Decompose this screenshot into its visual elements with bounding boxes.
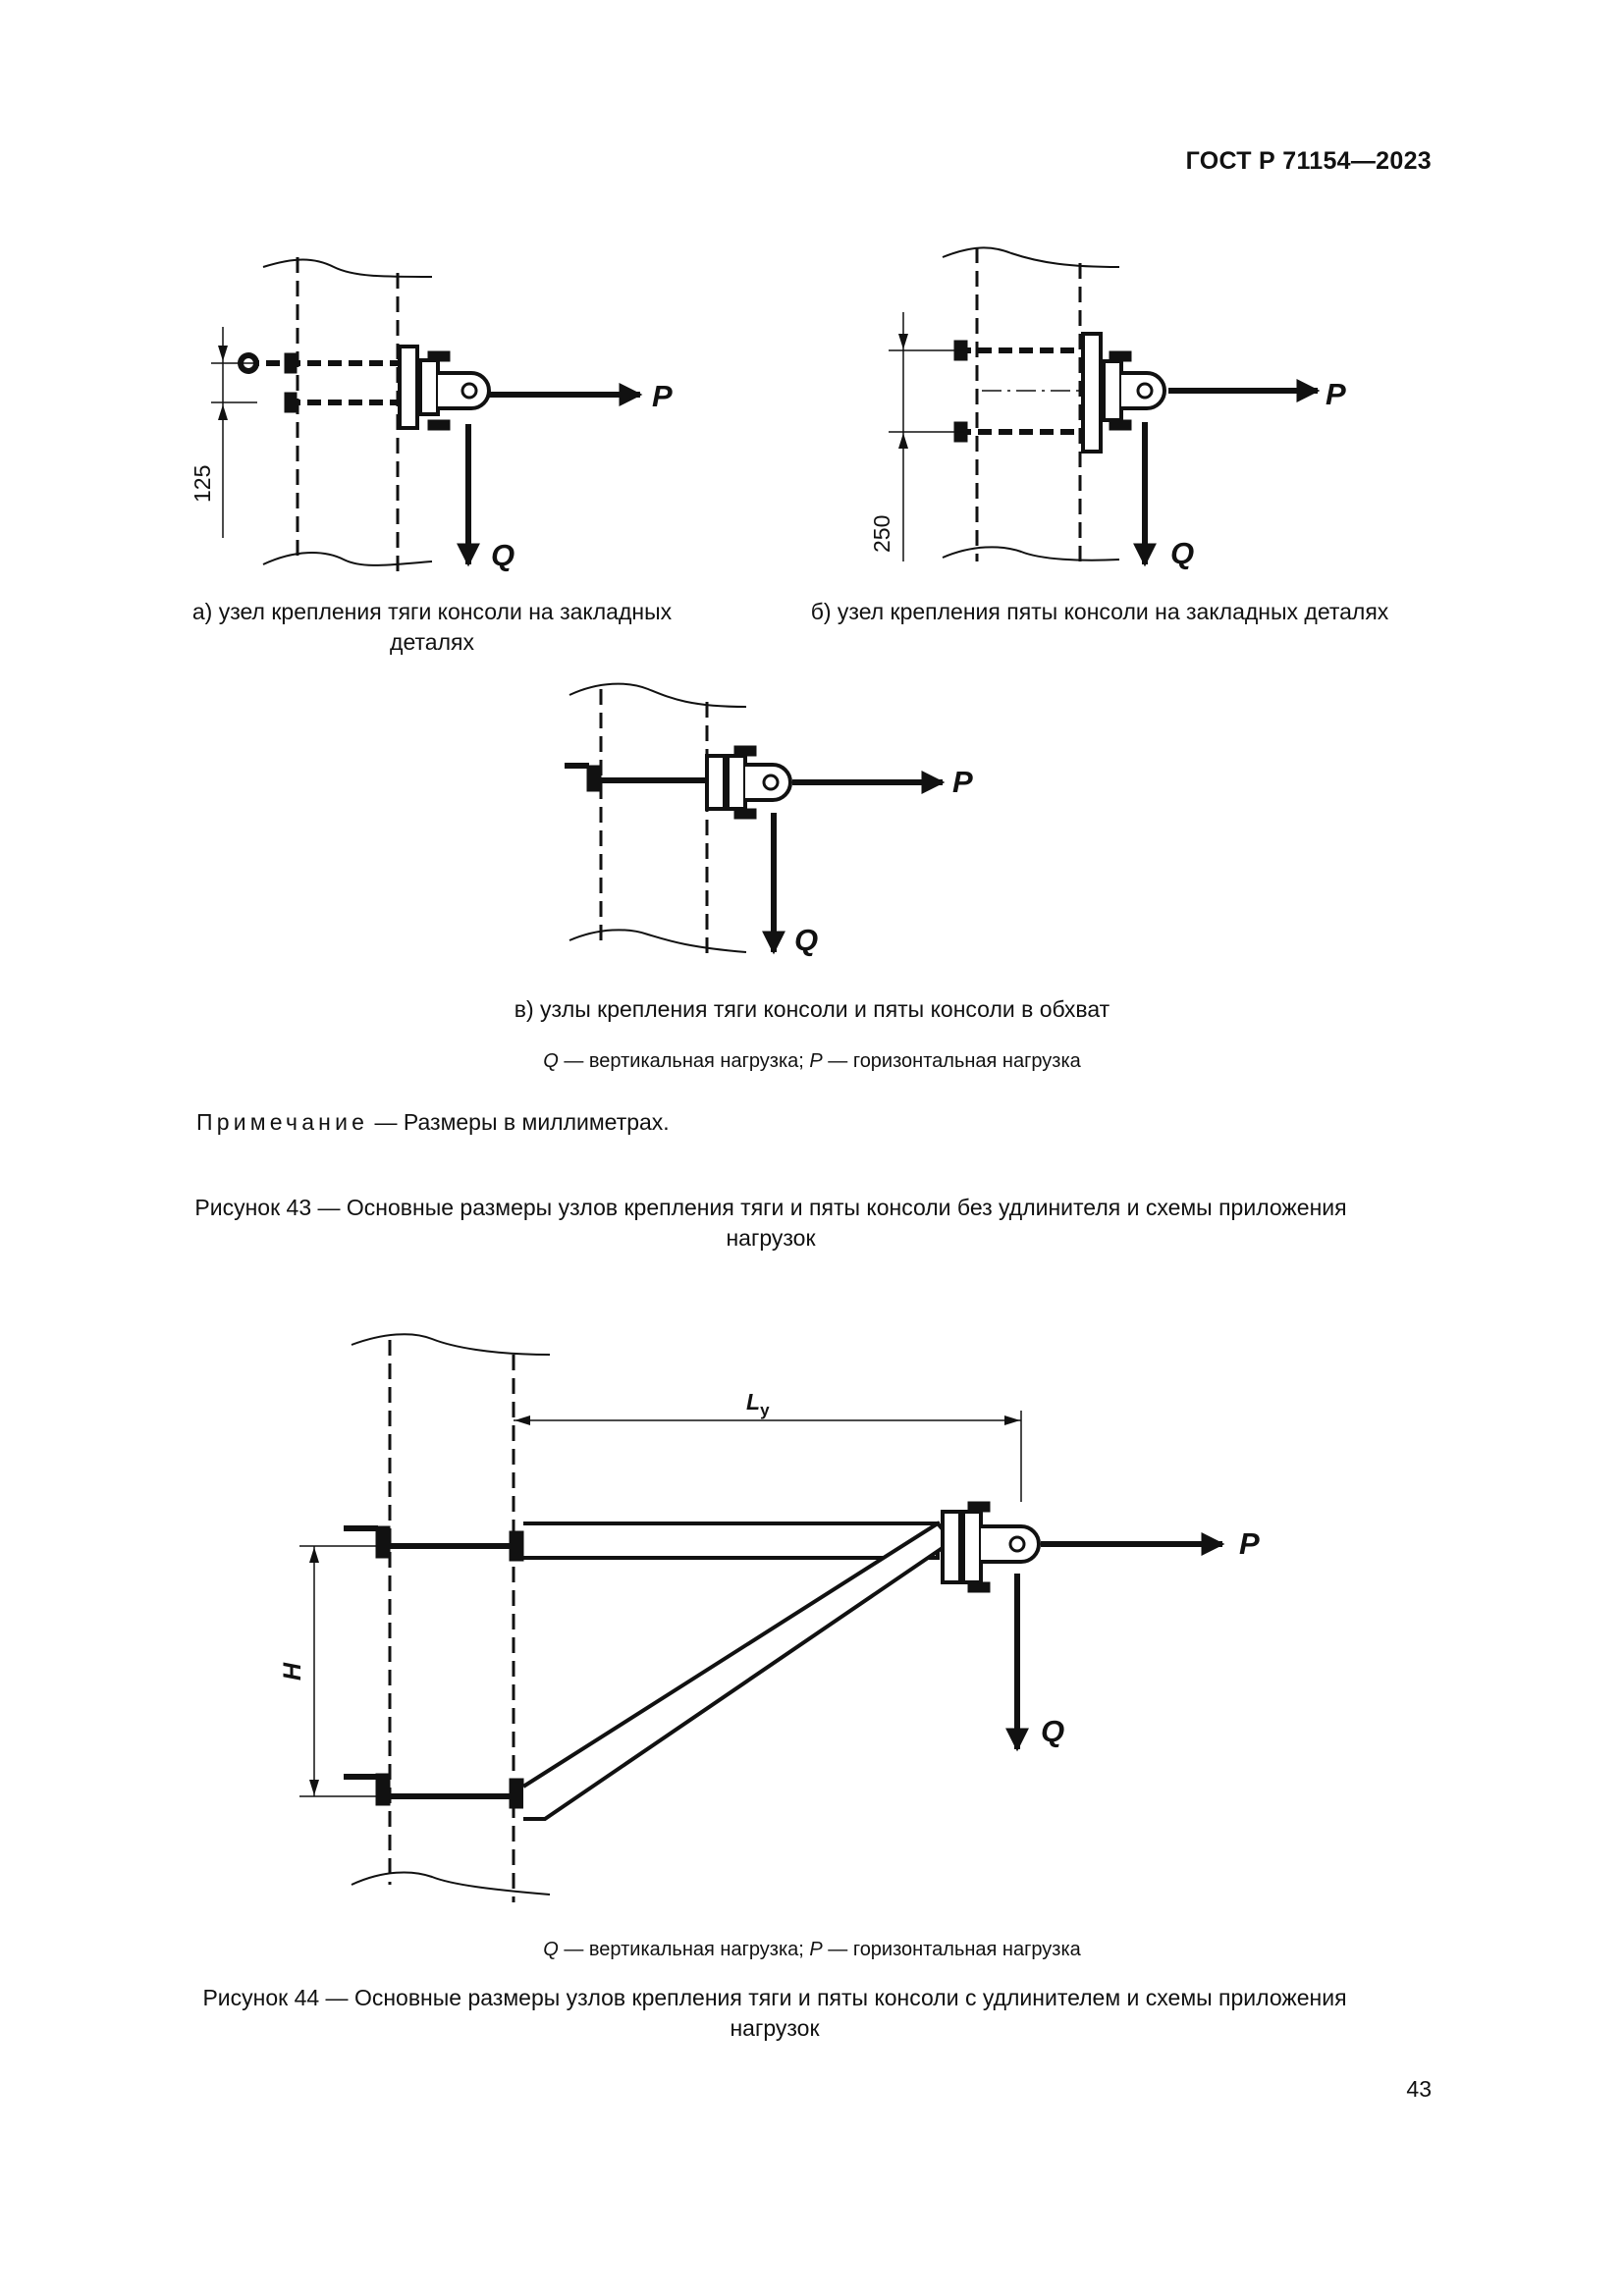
caption-43a-line1: а) узел крепления тяги консоли на закладных [191, 599, 673, 624]
load-q-label-43b: Q [1170, 536, 1195, 570]
load-p-label-43c: P [952, 765, 973, 799]
load-q-label-44: Q [1041, 1714, 1065, 1748]
dimension-125-label: 125 [189, 464, 215, 503]
figure-43b-drawing [889, 247, 1318, 567]
figure-43c-drawing [565, 684, 943, 954]
legend-44-p-symbol: P [809, 1939, 823, 1960]
figure-44-title [0, 1983, 1549, 2044]
dimension-250-label: 250 [869, 514, 894, 553]
figure-43-title-line1: Рисунок 43 — Основные размеры узлов крепления тяги и пяты консоли без удлинителя и схемы приложения [194, 1195, 1347, 1220]
legend-43-p-text: — горизонтальная нагрузка [822, 1050, 1081, 1072]
figure-44-title-line1: Рисунок 44 — Основные размеры узлов крепления тяги и пяты консоли с удлинителем и схемы приложения [202, 1985, 1347, 2010]
dimension-length-label [746, 1389, 770, 1419]
legend-43-q-text: — вертикальная нагрузка; [558, 1050, 810, 1072]
legend-44-q-symbol: Q [543, 1939, 559, 1960]
figure-44-drawing [299, 1334, 1222, 1902]
page-number: 43 [1406, 2076, 1432, 2102]
column-top-wave [263, 260, 432, 278]
legend-44-p-text: — горизонтальная нагрузка [822, 1939, 1081, 1960]
caption-43a [157, 597, 707, 658]
load-p-label-43a: P [652, 379, 673, 413]
document-header: ГОСТ Р 71154—2023 [1185, 147, 1432, 175]
column-bottom-wave [263, 553, 432, 565]
note-label: Примечание [196, 1109, 369, 1135]
legend-43-p-symbol: P [809, 1050, 823, 1072]
dimension-height-label: H [279, 1662, 306, 1681]
legend-44-q-text: — вертикальная нагрузка; [558, 1939, 810, 1960]
figure-43-title [0, 1193, 1542, 1254]
note-text: — Размеры в миллиметрах. [368, 1109, 670, 1135]
load-q-label-43c: Q [794, 923, 819, 957]
load-p-label-44: P [1239, 1526, 1260, 1561]
caption-43a-line2: деталях [390, 629, 474, 655]
load-p-label-43b: P [1326, 377, 1346, 411]
mounting-plate [400, 347, 417, 428]
legend-44 [0, 1939, 1624, 1961]
figure-44-title-line2: нагрузок [730, 2015, 820, 2041]
caption-43b: б) узел крепления пяты консоли на закладных деталях [810, 599, 1389, 624]
dimension-length-symbol: L [746, 1389, 761, 1415]
dimension-length-subscript: у [760, 1401, 770, 1419]
load-q-label-43a: Q [491, 538, 515, 572]
caption-43c: в) узлы крепления тяги консоли и пяты консоли в обхват [514, 996, 1110, 1022]
figure-43-title-line2: нагрузок [726, 1225, 816, 1251]
legend-43 [0, 1050, 1624, 1073]
figure-43a-drawing [211, 257, 640, 574]
legend-43-q-symbol: Q [543, 1050, 559, 1072]
note [196, 1109, 670, 1136]
